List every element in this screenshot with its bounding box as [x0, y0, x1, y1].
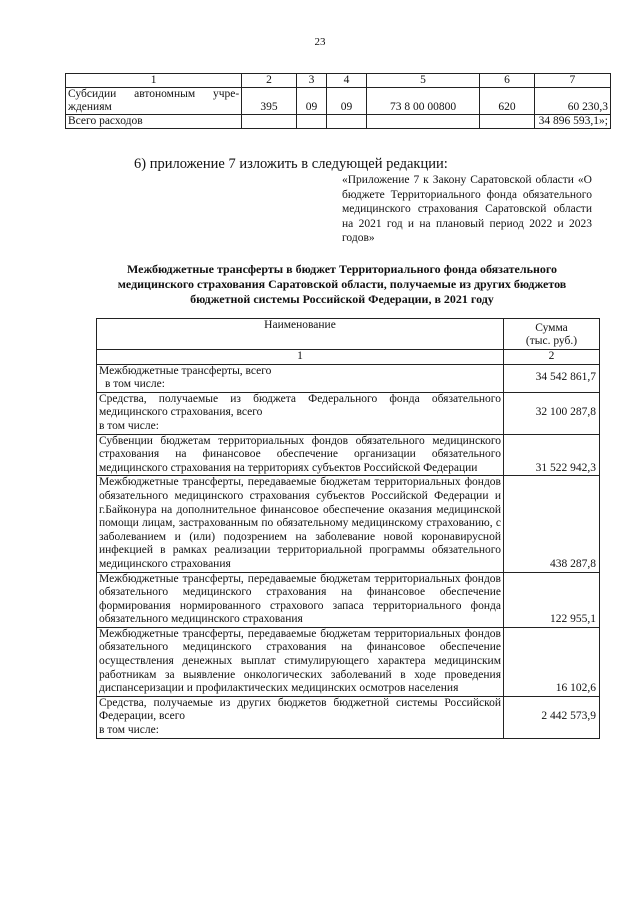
row-name: Субвенции бюджетам территориальных фондов обязательного медицинского страхования на финансовое обеспечение организации обязательного медицинского страхования на территориях субъектов Российской Федерации: [97, 434, 504, 476]
cell: 395: [242, 88, 297, 115]
desc-word: учре-: [212, 88, 240, 100]
row-description: Всего расходов: [66, 115, 242, 129]
column-number: 1: [97, 350, 504, 365]
cell: 60 230,3: [534, 88, 610, 115]
section-title: Межбюджетные трансферты в бюджет Территориального фонда обязательного медицинского страхования Саратовской области, получаемые из других бюджетов бюджетной системы Российской Федерации, в 2021 году: [117, 262, 567, 306]
header-cell: 3: [296, 74, 327, 88]
intro-text: 6) приложение 7 изложить в следующей редакции:: [134, 156, 448, 172]
row-name: [97, 364, 504, 392]
header-cell: 7: [534, 74, 610, 88]
row-sum: 16 102,6: [504, 627, 600, 696]
header-cell: 4: [327, 74, 367, 88]
cell: [327, 115, 367, 129]
header-cell: 2: [242, 74, 297, 88]
desc-line: ждениям: [68, 101, 112, 113]
table-row: [97, 696, 600, 738]
row-description: [66, 88, 242, 115]
row-name: Межбюджетные трансферты, передаваемые бюджетам территориальных фондов обязательного медицинского страхования субъектов Российской Федерации и г.Байконура на дополнительное финансовое обеспечение оказания медицинской помощи лицам, застрахованным по обязательному медицинскому страхованию, с заболеванием и (или) подозрением на заболевание новой коронавирусной инфекцией в рамках реализации территориальной программы обязательного медицинского страхования: [97, 476, 504, 572]
cell: 09: [296, 88, 327, 115]
desc-word: автономным: [134, 88, 196, 100]
table-row: [97, 392, 600, 434]
table-row: [97, 434, 600, 476]
table-row: [97, 476, 600, 572]
header-cell: 1: [66, 74, 242, 88]
row-sum: 438 287,8: [504, 476, 600, 572]
row-sum: 2 442 573,9: [504, 696, 600, 738]
appendix-reference: «Приложение 7 к Закону Саратовской области «О бюджете Территориального фонда обязательного медицинского страхования Саратовской области на 2021 год и на плановый период 2022 и 2023 годов»: [342, 174, 592, 244]
row-name-line: Межбюджетные трансферты, всего: [99, 364, 272, 377]
header-cell: 5: [366, 74, 480, 88]
row-sum: 34 542 861,7: [504, 364, 600, 392]
cell: 620: [480, 88, 535, 115]
table-header-row: [66, 74, 611, 88]
header-sum: [504, 319, 600, 350]
header-sum-label: Сумма: [535, 321, 568, 334]
table-row: [97, 572, 600, 627]
row-name: Межбюджетные трансферты, передаваемые бюджетам территориальных фондов обязательного медицинского страхования на финансовое обеспечение осуществления денежных выплат стимулирующего характера медицинским работникам за выявление онкологических заболеваний в ходе проведения диспансеризации и профилактических медицинских осмотров населения: [97, 627, 504, 696]
header-sum-unit: (тыс. руб.): [525, 335, 578, 348]
row-name-line: Средства, получаемые из других бюджетов бюджетной системы Российской Федерации, всего: [99, 696, 501, 723]
cell: [480, 115, 535, 129]
row-name: Межбюджетные трансферты, передаваемые бюджетам территориальных фондов обязательного медицинского страхования на финансовое обеспечение формирования нормированного страхового запаса территориального фонда обязательного медицинского страхования: [97, 572, 504, 627]
row-name-sub: в том числе:: [99, 724, 159, 737]
transfers-table: [96, 318, 600, 739]
table-header-row: [97, 319, 600, 350]
cell: 73 8 00 00800: [366, 88, 480, 115]
row-name-sub: в том числе:: [105, 378, 165, 391]
previous-table: [65, 73, 611, 129]
cell: [296, 115, 327, 129]
row-name: [97, 696, 504, 738]
cell: [366, 115, 480, 129]
desc-word: Субсидии: [68, 88, 117, 100]
column-number-row: [97, 350, 600, 365]
table-row: [97, 364, 600, 392]
row-name-line: Средства, получаемые из бюджета Федерального фонда обязательного медицинского страхования, всего: [99, 392, 501, 419]
table-row: [66, 88, 611, 115]
table-row: [97, 627, 600, 696]
column-number: 2: [504, 350, 600, 365]
row-sum: 32 100 287,8: [504, 392, 600, 434]
row-name-sub: в том числе:: [99, 419, 159, 432]
cell: [242, 115, 297, 129]
row-sum: 31 522 942,3: [504, 434, 600, 476]
total-cell: 34 896 593,1»;: [534, 115, 610, 129]
cell: 09: [327, 88, 367, 115]
header-cell: 6: [480, 74, 535, 88]
page-number: 23: [314, 36, 326, 48]
row-sum: 122 955,1: [504, 572, 600, 627]
table-row-total: [66, 115, 611, 129]
row-name: [97, 392, 504, 434]
header-name: Наименование: [97, 319, 504, 350]
